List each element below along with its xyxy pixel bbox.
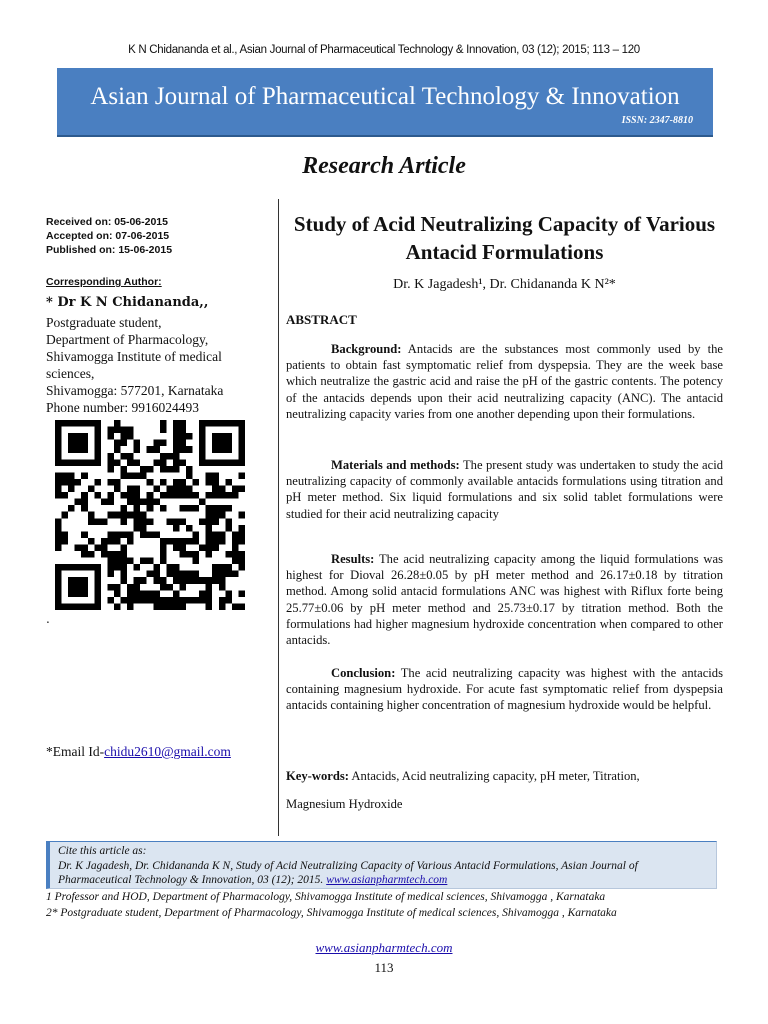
conclusion-text: The acid neutralizing capacity was highest with the antacids containing magnesium hydroxide. For acute fast symptomatic relief from dyspepsia antacids containing higher concentration of magnesium hydroxide would be helpful. xyxy=(286,666,723,713)
abstract-results xyxy=(286,551,723,648)
conclusion-label: Conclusion: xyxy=(331,666,396,680)
citation-box xyxy=(46,841,717,889)
abstract-heading: ABSTRACT xyxy=(286,312,357,327)
email-link[interactable]: chidu2610@gmail.com xyxy=(104,744,231,759)
email-line xyxy=(46,744,231,760)
received-date: Received on: 05-06-2015 xyxy=(46,216,168,228)
page-number: 113 xyxy=(374,960,394,975)
citation-link[interactable]: www.asianpharmtech.com xyxy=(326,874,448,886)
keywords-label: Key-words: xyxy=(286,769,349,783)
abstract-background xyxy=(286,341,723,422)
issn: ISSN: 2347-8810 xyxy=(621,115,693,126)
methods-text: The present study was undertaken to study the acid neutralizing capacity of commonly available antacids formulations using titration and pH meter method. Six liquid formulations and six solid tablet formulations were studied for their acid neutralizing capacity xyxy=(286,458,724,521)
affiliation-line: Postgraduate student, xyxy=(46,315,162,330)
running-head: K N Chidananda et al., Asian Journal of Pharmaceutical Technology & Innovation, 03 (12); 2015; 113 – 120 xyxy=(128,44,640,56)
footnote-1: 1 Professor and HOD, Department of Pharmacology, Shivamogga Institute of medical sciences, Shivamogga , Karnataka xyxy=(46,891,606,903)
affiliation-line: Department of Pharmacology, xyxy=(46,332,209,347)
journal-title: Asian Journal of Pharmaceutical Technology & Innovation xyxy=(90,83,680,110)
footer-link[interactable]: www.asianpharmtech.com xyxy=(315,940,453,955)
abstract-methods xyxy=(286,457,723,522)
published-date: Published on: 15-06-2015 xyxy=(46,244,173,256)
corresponding-author-name: * Dr K N Chidananda,, xyxy=(46,295,209,310)
footer-url xyxy=(0,940,768,956)
citation-text: Dr. K Jagadesh, Dr. Chidananda K N, Study of Acid Neutralizing Capacity of Various Antacid Formulations, Asian Journal of Pharmaceutical Technology & Innovation, 03 (12); 2015. www.asianpharmtech.com xyxy=(58,859,638,886)
abstract-conclusion xyxy=(286,665,723,714)
background-text: Antacids are the substances most commonly used by the patients to obtain fast symptomatic relief from dyspepsia. They are the week base which neutralize the gastric acid and raise the pH of the gastric contents. The potency of the antacids depends upon their acid neutralizing capacity (ANC). The antacid neutralizing capacity varies from one another depending upon their formulations. xyxy=(286,342,723,421)
affiliation-line: Shivamogga: 577201, Karnataka xyxy=(46,383,224,398)
email-label: *Email Id- xyxy=(46,744,105,759)
accepted-date: Accepted on: 07-06-2015 xyxy=(46,230,170,242)
stray-dot: . xyxy=(46,612,50,626)
paper-title: Study of Acid Neutralizing Capacity of Various Antacid Formulations xyxy=(293,212,716,264)
footnote-2: 2* Postgraduate student, Department of Pharmacology, Shivamogga Institute of medical sciences, Shivamogga , Karnataka xyxy=(46,907,617,919)
results-label: Results: xyxy=(331,552,375,566)
journal-banner xyxy=(57,68,713,137)
corresponding-author-label: Corresponding Author: xyxy=(46,276,162,288)
keywords xyxy=(286,762,723,818)
methods-label: Materials and methods: xyxy=(331,458,460,472)
keywords-text: Antacids, Acid neutralizing capacity, pH meter, Titration, xyxy=(348,769,640,783)
qr-code-icon xyxy=(55,420,245,610)
phone-number: Phone number: 9916024493 xyxy=(46,400,199,415)
results-text: The acid neutralizing capacity among the liquid formulations was highest for Dioval 26.28±0.05 by pH meter method and 26.17±0.18 by titration method. Among solid antacid formulations ANC was highest with Riflux forte being 25.77±0.06 by pH meter method and 25.73±0.17 by titration method. Both the formulations had higher magnesium hydroxide concentration when compared to other antacids. xyxy=(286,552,723,648)
affiliation-line: Shivamogga Institute of medical sciences, xyxy=(46,349,222,381)
article-type: Research Article xyxy=(302,153,466,179)
background-label: Background: xyxy=(331,342,402,356)
column-divider xyxy=(278,199,279,836)
keywords-text-2: Magnesium Hydroxide xyxy=(286,797,403,811)
citation-label: Cite this article as: xyxy=(58,845,147,857)
author-list: Dr. K Jagadesh¹, Dr. Chidananda K N²* xyxy=(393,277,616,292)
